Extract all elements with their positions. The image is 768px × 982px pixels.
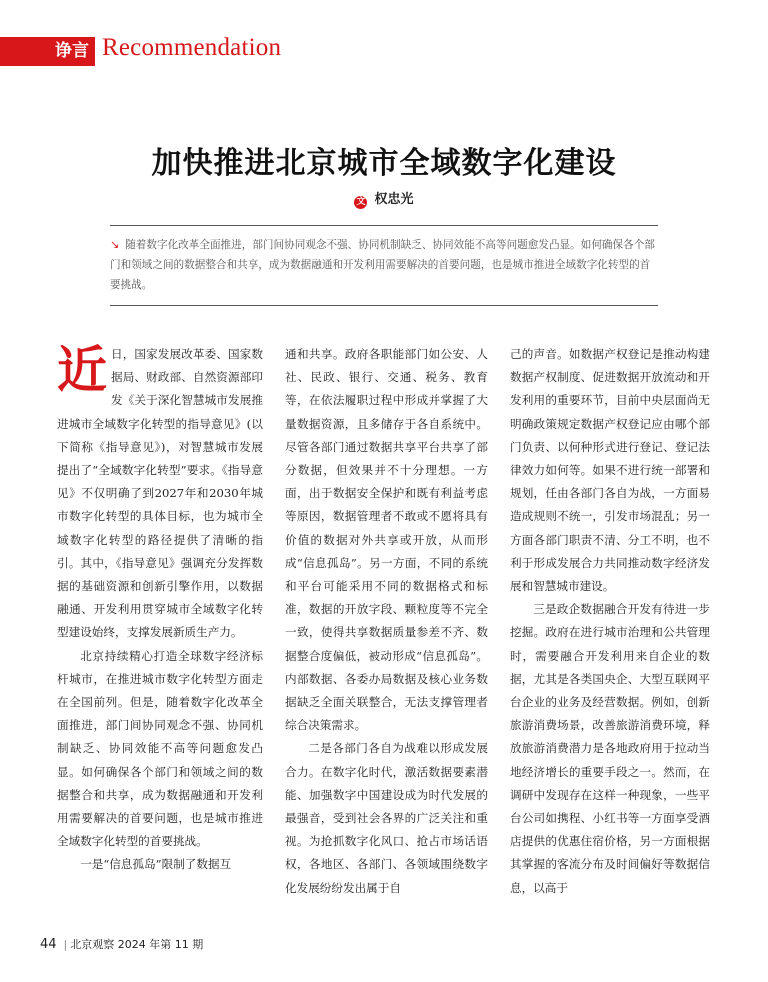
text-column-2: [285, 343, 488, 900]
section-title-english: Recommendation: [102, 34, 282, 61]
drop-cap: 近: [57, 340, 107, 399]
paragraph: 己的声音。如数据产权登记是推动构建数据产权制度、促进数据开放流动和开发利用的重要环节，目前中央层面尚无明确政策规定数据产权登记应由哪个部门负责、以何种形式进行登记、登记法律效力如何等。如果不进行统一部署和规划，任由各部门各自为战，一方面易造成规则不统一，引发市场混乱；另一方面各部门职责不清、分工不明，也不利于形成发展合力共同推动数字经济发展和智慧城市建设。: [510, 347, 710, 594]
paragraph-text: 日，国家发展改革委、国家数据局、财政部、自然资源部印发《关于深化智慧城市发展推进城市全域数字化转型的指导意见》(以下简称《指导意见》)，对智慧城市发展提出了“全域数字化转型”要求。《指导意见》不仅明确了到2027年和2030年城市数字化转型的具体目标，也为城市全域数字化转型的路径提供了清晰的指引。其中，《指导意见》强调充分发挥数据的基础资源和创新引擎作用，以数据融通、开发利用贯穿城市全域数字化转型建设始终，支撑发展新质生产力。: [57, 347, 263, 640]
arrow-icon: ↘: [110, 238, 120, 251]
paragraph: 三是政企数据融合开发有待进一步挖掘。政府在进行城市治理和公共管理时，需要融合开发利用来自企业的数据，尤其是各类国央企、大型互联网平台企业的业务及经营数据。例如，创新旅游消费场景，改善旅游消费环境，释放旅游消费潜力是各地政府用于拉动当地经济增长的重要手段之一。然而，在调研中发现存在这样一种现象，一些平台公司如携程、小红书等一方面享受酒店提供的优惠住宿价格，另一方面根据其掌握的客流分布及时间偏好等数据信息，以高于: [510, 602, 710, 895]
paragraph: 一是“信息孤岛”限制了数据互: [80, 857, 232, 872]
article-title: 加快推进北京城市全域数字化建设: [151, 146, 617, 181]
article-abstract: [110, 225, 658, 306]
author-icon: 文: [356, 197, 366, 207]
paragraph: 北京持续精心打造全球数字经济标杆城市，在推进城市数字化转型方面走在全国前列。但是，随着数字化改革全面推进，部门间协同观念不强、协同机制缺乏、协同效能不高等问题愈发凸显。如何确保各个部门和领域之间的数据整合和共享，成为数据融通和开发利用需要解决的首要问题，也是城市推进全域数字化转型的首要挑战。: [57, 648, 263, 849]
footer-divider: |: [63, 938, 68, 951]
section-label: 诤言: [55, 41, 89, 61]
section-tab: [0, 37, 95, 66]
magazine-name: 北京观察: [70, 938, 115, 951]
page-footer: [40, 936, 203, 952]
text-column-3: [510, 343, 710, 900]
author-line: [0, 188, 768, 209]
text-column-1: [57, 340, 263, 877]
page-number: 44: [40, 937, 57, 952]
issue-label: 2024 年第 11 期: [117, 938, 204, 951]
author-name: 权忠光: [374, 192, 414, 207]
paragraph: [57, 340, 263, 645]
paragraph: 通和共享。政府各职能部门如公安、人社、民政、银行、交通、税务、教育等，在依法履职过程中形成并掌握了大量数据资源，且多储存于各自系统中。尽管各部门通过数据共享平台共享了部分数据，但效果并不十分理想。一方面，出于数据安全保护和既有利益考虑等原因，数据管理者不敢或不愿将具有价值的数据对外共享或开放，从而形成“信息孤岛”。另一方面，不同的系统和平台可能采用不同的数据格式和标准，数据的开放字段、颗粒度等不完全一致，使得共享数据质量参差不齐、数据整合度偏低，被动形成“信息孤岛”。内部数据、各委办局数据及核心业务数据缺乏全面关联整合，无法支撑管理者综合决策需求。: [285, 347, 488, 733]
paragraph: 二是各部门各自为战难以形成发展合力。在数字化时代，激活数据要素潜能、加强数字中国建设成为时代发展的最强音，受到社会各界的广泛关注和重视。为抢抓数字化风口、抢占市场话语权，各地区、各部门、各领域围绕数字化发展纷纷发出属于自: [285, 741, 488, 895]
abstract-text: 随着数字化改革全面推进，部门间协同观念不强、协同机制缺乏、协同效能不高等问题愈发凸显。如何确保各个部门和领域之间的数据整合和共享，成为数据融通和开发利用需要解决的首要问题，也是城市推进全域数字化转型的首要挑战。: [110, 239, 655, 291]
